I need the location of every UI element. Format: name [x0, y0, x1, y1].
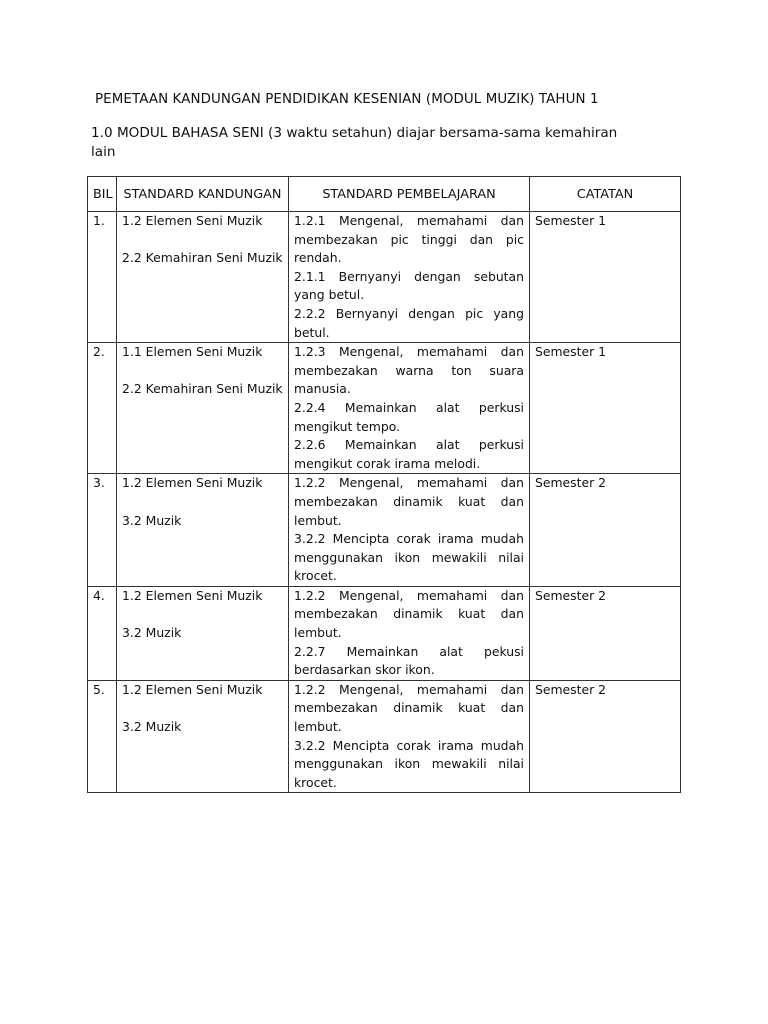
sk-item: 1.1 Elemen Seni Muzik — [122, 344, 263, 360]
sk-item: 3.2 Muzik — [122, 625, 182, 641]
cell-bil: 2. — [88, 343, 117, 474]
cell-bil: 3. — [88, 474, 117, 587]
table-header-row — [88, 177, 681, 212]
sp-item: 2.2.6 Memainkan alat perkusi mengikut corak irama melodi. — [294, 437, 524, 471]
module-heading: 1.0 MODUL BAHASA SENI (3 waktu setahun) diajar bersama-sama kemahiran lain — [91, 125, 618, 160]
sk-item: 2.2 Kemahiran Seni Muzik — [122, 381, 283, 397]
cell-standard-kandungan — [117, 212, 289, 343]
page-title: PEMETAAN KANDUNGAN PENDIDIKAN KESENIAN (MODUL MUZIK) TAHUN 1 — [95, 92, 599, 107]
cell-bil: 5. — [88, 680, 117, 793]
cell-bil: 4. — [88, 586, 117, 680]
cell-standard-pembelajaran — [289, 680, 530, 793]
sk-item: 1.2 Elemen Seni Muzik — [122, 587, 263, 603]
sp-item: 3.2.2 Mencipta corak irama mudah menggunakan ikon mewakili nilai krocet. — [294, 737, 524, 790]
cell-standard-pembelajaran — [289, 212, 530, 343]
sp-item: 1.2.2 Mengenal, memahami dan membezakan dinamik kuat dan lembut. — [294, 587, 524, 641]
sp-item: 2.1.1 Bernyanyi dengan sebutan yang betul. — [294, 268, 524, 303]
cell-standard-kandungan — [117, 586, 289, 680]
cell-catatan: Semester 2 — [530, 474, 681, 587]
table-row — [88, 212, 681, 343]
cell-standard-kandungan — [117, 343, 289, 474]
sp-item: 1.2.2 Mengenal, memahami dan membezakan dinamik kuat dan lembut. — [294, 681, 524, 735]
cell-catatan: Semester 2 — [530, 680, 681, 793]
content-mapping-table — [87, 176, 681, 793]
sk-item: 1.2 Elemen Seni Muzik — [122, 681, 263, 697]
sp-item: 1.2.2 Mengenal, memahami dan membezakan dinamik kuat dan lembut. — [294, 475, 524, 528]
sp-item: 3.2.2 Mencipta corak irama mudah menggunakan ikon mewakili nilai krocet. — [294, 531, 524, 584]
sp-item: 2.2.7 Memainkan alat pekusi berdasarkan skor ikon. — [294, 643, 524, 678]
header-standard-pembelajaran: STANDARD PEMBELAJARAN — [289, 177, 530, 212]
cell-bil: 1. — [88, 212, 117, 343]
sp-item: 2.2.4 Memainkan alat perkusi mengikut tempo. — [294, 399, 524, 434]
cell-standard-pembelajaran — [289, 586, 530, 680]
cell-standard-kandungan — [117, 680, 289, 793]
cell-catatan: Semester 1 — [530, 343, 681, 474]
table-row — [88, 680, 681, 793]
sk-item: 3.2 Muzik — [122, 512, 182, 528]
header-bil: BIL — [88, 177, 117, 212]
sk-item: 1.2 Elemen Seni Muzik — [122, 475, 263, 491]
table-row — [88, 343, 681, 474]
cell-standard-kandungan — [117, 474, 289, 587]
sp-item: 1.2.3 Mengenal, memahami dan membezakan warna ton suara manusia. — [294, 344, 524, 397]
sp-item: 2.2.2 Bernyanyi dengan pic yang betul. — [294, 305, 524, 340]
cell-standard-pembelajaran — [289, 343, 530, 474]
sk-item: 2.2 Kemahiran Seni Muzik — [122, 250, 283, 266]
header-catatan: CATATAN — [530, 177, 681, 212]
sp-item: 1.2.1 Mengenal, memahami dan membezakan pic tinggi dan pic rendah. — [294, 213, 524, 266]
header-standard-kandungan: STANDARD KANDUNGAN — [117, 177, 289, 212]
sk-item: 3.2 Muzik — [122, 719, 182, 735]
table-row — [88, 474, 681, 587]
cell-catatan: Semester 2 — [530, 586, 681, 680]
sk-item: 1.2 Elemen Seni Muzik — [122, 213, 263, 228]
table-row — [88, 586, 681, 680]
cell-standard-pembelajaran — [289, 474, 530, 587]
cell-catatan: Semester 1 — [530, 212, 681, 343]
